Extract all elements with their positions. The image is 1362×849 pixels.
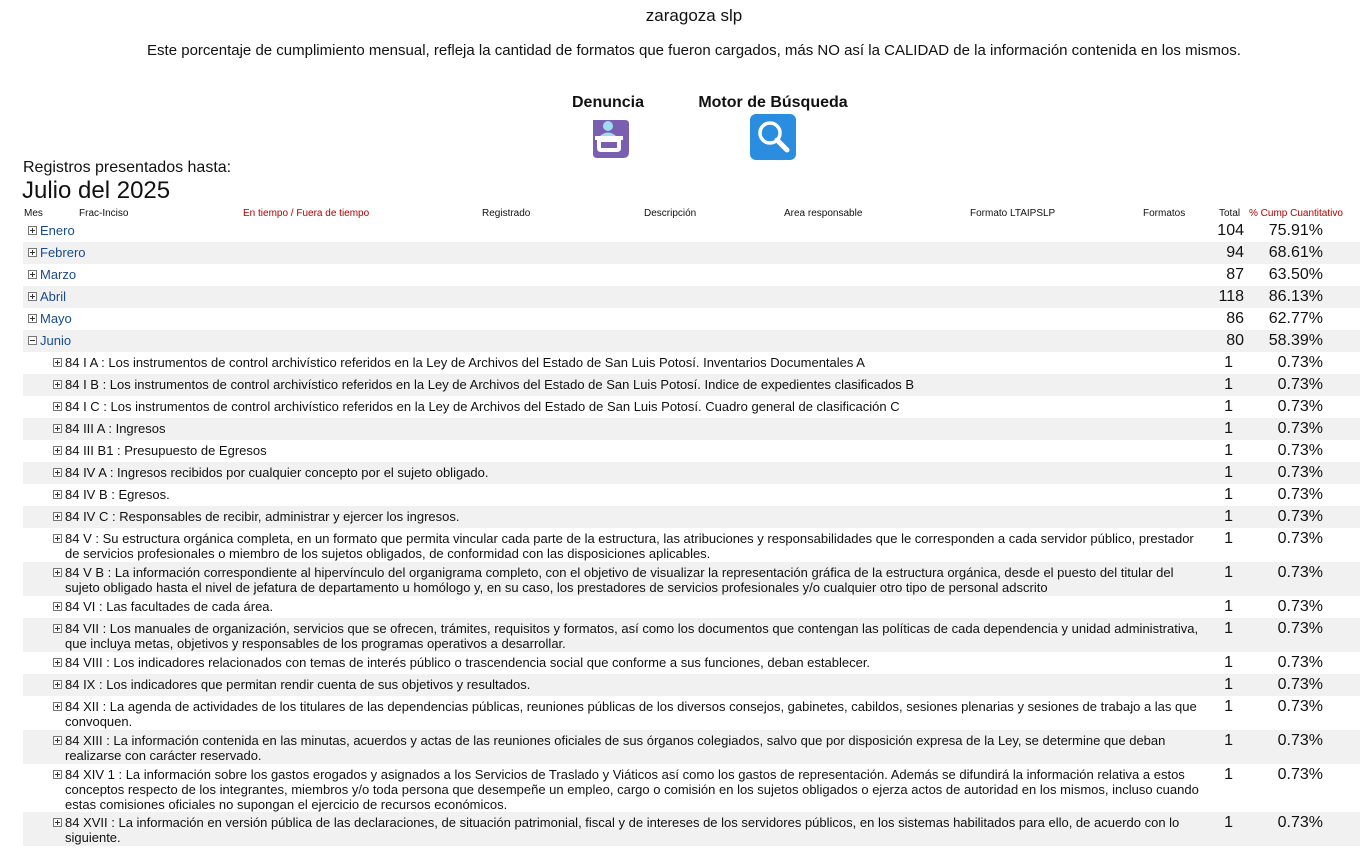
col-total: Total	[1219, 208, 1241, 219]
item-percent: 0.73%	[1277, 530, 1323, 547]
item-total: 1	[1224, 398, 1233, 415]
item-label[interactable]: 84 I C : Los instrumentos de control archivístico referidos en la Ley de Archivos del Estado de San Luis Potosí. Cuadro general de clasificación C	[65, 399, 900, 414]
item-total: 1	[1224, 698, 1233, 715]
item-percent: 0.73%	[1277, 676, 1323, 693]
expand-icon[interactable]	[53, 702, 62, 711]
col-cump: % Cump Cuantitativo	[1249, 208, 1343, 219]
item-label[interactable]: 84 I B : Los instrumentos de control archivístico referidos en la Ley de Archivos del Estado de San Luis Potosí. Indice de expedientes clasificados B	[65, 377, 915, 392]
item-row[interactable]	[23, 812, 1360, 846]
expand-icon[interactable]	[28, 314, 37, 323]
expand-icon[interactable]	[53, 534, 62, 543]
col-mes: Mes	[24, 208, 43, 219]
compliance-table	[23, 220, 1360, 846]
item-label[interactable]: 84 V B : La información correspondiente al hipervínculo del organigrama completo, con el objetivo de visualizar la representación gráfica de la estructura orgánica, desde el puesto del titular del sujeto obligado hasta el nivel de jefatura de departamento u homólogo y, en su caso, los prestadores de servicios profesionales y/o cualquier otro tipo de personal adscrito	[65, 565, 1174, 595]
motor-busqueda-link[interactable]	[694, 94, 852, 160]
item-total: 1	[1224, 376, 1233, 393]
item-label[interactable]: 84 IX : Los indicadores que permitan rendir cuenta de sus objetivos y resultados.	[65, 677, 531, 692]
month-total: 86	[1226, 310, 1244, 327]
item-row[interactable]	[23, 484, 1360, 506]
compliance-note: Este porcentaje de cumplimiento mensual, refleja la cantidad de formatos que fueron cargados, más NO así la CALIDAD de la información contenida en los mismos.	[147, 42, 1241, 59]
month-label[interactable]: Enero	[40, 223, 75, 238]
item-label[interactable]: 84 III B1 : Presupuesto de Egresos	[65, 443, 267, 458]
item-percent: 0.73%	[1277, 398, 1323, 415]
item-row[interactable]	[23, 528, 1360, 562]
item-label[interactable]: 84 VII : Los manuales de organización, servicios que se ofrecen, trámites, requisitos y formatos, así como los documentos que contengan las políticas de cada dependencia y unidad administrativa, que incluya metas, objetivos y responsables de los programas operativos a desarrollar.	[65, 621, 1199, 651]
item-row[interactable]	[23, 696, 1360, 730]
item-total: 1	[1224, 676, 1233, 693]
item-row[interactable]	[23, 618, 1360, 652]
month-label[interactable]: Junio	[40, 333, 72, 348]
item-row[interactable]	[23, 730, 1360, 764]
item-percent: 0.73%	[1277, 814, 1323, 831]
expand-icon[interactable]	[53, 602, 62, 611]
item-total: 1	[1224, 814, 1233, 831]
denuncia-icon[interactable]	[585, 114, 631, 160]
expand-icon[interactable]	[53, 468, 62, 477]
col-tiempo: En tiempo / Fuera de tiempo	[243, 208, 370, 219]
col-formato: Formato LTAIPSLP	[970, 208, 1056, 219]
expand-icon[interactable]	[53, 380, 62, 389]
item-percent: 0.73%	[1277, 420, 1323, 437]
item-percent: 0.73%	[1277, 564, 1323, 581]
expand-icon[interactable]	[53, 568, 62, 577]
item-total: 1	[1224, 508, 1233, 525]
item-percent: 0.73%	[1277, 766, 1323, 783]
expand-icon[interactable]	[28, 292, 37, 301]
item-row[interactable]	[23, 764, 1360, 812]
col-area: Area responsable	[784, 208, 863, 219]
item-label[interactable]: 84 IV A : Ingresos recibidos por cualquier concepto por el sujeto obligado.	[65, 465, 489, 480]
item-label[interactable]: 84 III A : Ingresos	[65, 421, 166, 436]
expand-icon[interactable]	[53, 358, 62, 367]
col-frac: Frac-Inciso	[79, 208, 129, 219]
item-percent: 0.73%	[1277, 732, 1323, 749]
denuncia-link[interactable]	[566, 94, 650, 160]
registros-label: Registros presentados hasta:	[23, 159, 232, 176]
month-percent: 68.61%	[1268, 244, 1323, 261]
search-icon[interactable]	[750, 114, 796, 160]
item-percent: 0.73%	[1277, 376, 1323, 393]
col-registrado: Registrado	[482, 208, 531, 219]
item-row[interactable]	[23, 396, 1360, 418]
expand-icon[interactable]	[28, 248, 37, 257]
item-label[interactable]: 84 VIII : Los indicadores relacionados con temas de interés público o trascendencia social que conforme a sus funciones, deban establecer.	[65, 655, 871, 670]
item-row[interactable]	[23, 674, 1360, 696]
expand-icon[interactable]	[53, 680, 62, 689]
col-formatos: Formatos	[1143, 208, 1186, 219]
item-percent: 0.73%	[1277, 442, 1323, 459]
expand-icon[interactable]	[53, 770, 62, 779]
expand-icon[interactable]	[53, 512, 62, 521]
expand-icon[interactable]	[53, 624, 62, 633]
expand-icon[interactable]	[53, 424, 62, 433]
month-total: 87	[1226, 266, 1244, 283]
item-percent: 0.73%	[1277, 464, 1323, 481]
item-percent: 0.73%	[1277, 508, 1323, 525]
month-row[interactable]	[23, 286, 1360, 308]
item-total: 1	[1224, 486, 1233, 503]
month-percent: 62.77%	[1268, 310, 1323, 327]
item-total: 1	[1224, 464, 1233, 481]
item-total: 1	[1224, 620, 1233, 637]
item-total: 1	[1224, 442, 1233, 459]
item-label[interactable]: 84 XIII : La información contenida en las minutas, acuerdos y actas de las reuniones oficiales de sus órganos colegiados, salvo que por disposición expresa de la Ley, se determine que deban realizarse con carácter reservado.	[65, 733, 1166, 763]
month-total: 104	[1217, 222, 1244, 239]
item-row[interactable]	[23, 352, 1360, 374]
collapse-icon[interactable]	[28, 336, 37, 345]
item-row[interactable]	[23, 652, 1360, 674]
item-total: 1	[1224, 598, 1233, 615]
item-label[interactable]: 84 I A : Los instrumentos de control archivístico referidos en la Ley de Archivos del Estado de San Luis Potosí. Inventarios Documentales A	[65, 355, 865, 370]
item-label[interactable]: 84 IV B : Egresos.	[65, 487, 170, 502]
item-row[interactable]	[23, 418, 1360, 440]
item-label[interactable]: 84 XIV 1 : La información sobre los gastos erogados y asignados a los Servicios de Traslado y Viáticos así como los gastos de representación. Además se difundirá la información relativa a estos conceptos respecto de los integrantes, miembros y/o toda persona que desempeñe un empleo, cargo o comisión en los sujetos obligados o ejerza actos de autoridad en los mismos, incluso cuando estas comisiones oficiales no supongan el ejercicio de recursos económicos.	[65, 767, 1199, 812]
month-label[interactable]: Mayo	[40, 311, 72, 326]
item-total: 1	[1224, 766, 1233, 783]
item-row[interactable]	[23, 462, 1360, 484]
item-percent: 0.73%	[1277, 698, 1323, 715]
item-total: 1	[1224, 564, 1233, 581]
expand-icon[interactable]	[53, 736, 62, 745]
expand-icon[interactable]	[53, 658, 62, 667]
col-descripcion: Descripción	[644, 208, 697, 219]
month-percent: 86.13%	[1268, 288, 1323, 305]
item-row[interactable]	[23, 440, 1360, 462]
period-heading: Julio del 2025	[22, 177, 171, 204]
month-label[interactable]: Marzo	[40, 267, 77, 282]
item-total: 1	[1224, 530, 1233, 547]
item-row[interactable]	[23, 374, 1360, 396]
month-total: 118	[1218, 288, 1244, 305]
item-label[interactable]: 84 XVII : La información en versión pública de las declaraciones, de situación patrimonial, fiscal y de intereses de los servidores públicos, en los sistemas habilitados para ello, de acuerdo con lo siguiente.	[65, 815, 1180, 845]
month-label[interactable]: Febrero	[40, 245, 86, 260]
month-row[interactable]	[23, 264, 1360, 286]
expand-icon[interactable]	[53, 402, 62, 411]
item-label[interactable]: 84 IV C : Responsables de recibir, administrar y ejercer los ingresos.	[65, 509, 460, 524]
month-row[interactable]	[23, 330, 1360, 352]
month-total: 80	[1226, 332, 1244, 349]
item-total: 1	[1224, 354, 1233, 371]
item-label[interactable]: 84 V : Su estructura orgánica completa, en un formato que permita vincular cada parte de la estructura, las atribuciones y responsabilidades que le corresponden a cada servidor público, prestador de servicios profesionales o miembro de los sujetos obligados, de conformidad con las disposiciones aplicables.	[65, 531, 1194, 561]
item-row[interactable]	[23, 596, 1360, 618]
month-row[interactable]	[23, 220, 1360, 242]
item-total: 1	[1224, 654, 1233, 671]
page-title: zaragoza slp	[645, 6, 743, 25]
item-percent: 0.73%	[1277, 620, 1323, 637]
motor-busqueda-label: Motor de Búsqueda	[698, 94, 848, 111]
item-label[interactable]: 84 VI : Las facultades de cada área.	[65, 599, 274, 614]
month-label[interactable]: Abril	[40, 289, 67, 304]
item-percent: 0.73%	[1277, 598, 1323, 615]
month-percent: 63.50%	[1268, 266, 1323, 283]
expand-icon[interactable]	[53, 818, 62, 827]
item-total: 1	[1224, 420, 1233, 437]
item-percent: 0.73%	[1277, 654, 1323, 671]
item-total: 1	[1224, 732, 1233, 749]
month-percent: 75.91%	[1268, 222, 1323, 239]
month-total: 94	[1226, 244, 1244, 261]
denuncia-label: Denuncia	[571, 94, 644, 111]
expand-icon[interactable]	[28, 226, 37, 235]
item-row[interactable]	[23, 562, 1360, 596]
expand-icon[interactable]	[53, 446, 62, 455]
expand-icon[interactable]	[53, 490, 62, 499]
table-header	[0, 208, 1362, 220]
expand-icon[interactable]	[28, 270, 37, 279]
item-row[interactable]	[23, 506, 1360, 528]
month-row[interactable]	[23, 308, 1360, 330]
month-row[interactable]	[23, 242, 1360, 264]
month-percent: 58.39%	[1268, 332, 1323, 349]
item-percent: 0.73%	[1277, 354, 1323, 371]
item-label[interactable]: 84 XII : La agenda de actividades de los titulares de las dependencias públicas, reuniones públicas de los diversos consejos, gabinetes, cabildos, sesiones plenarias y sesiones de trabajo a las que convoquen.	[65, 699, 1197, 729]
item-percent: 0.73%	[1277, 486, 1323, 503]
